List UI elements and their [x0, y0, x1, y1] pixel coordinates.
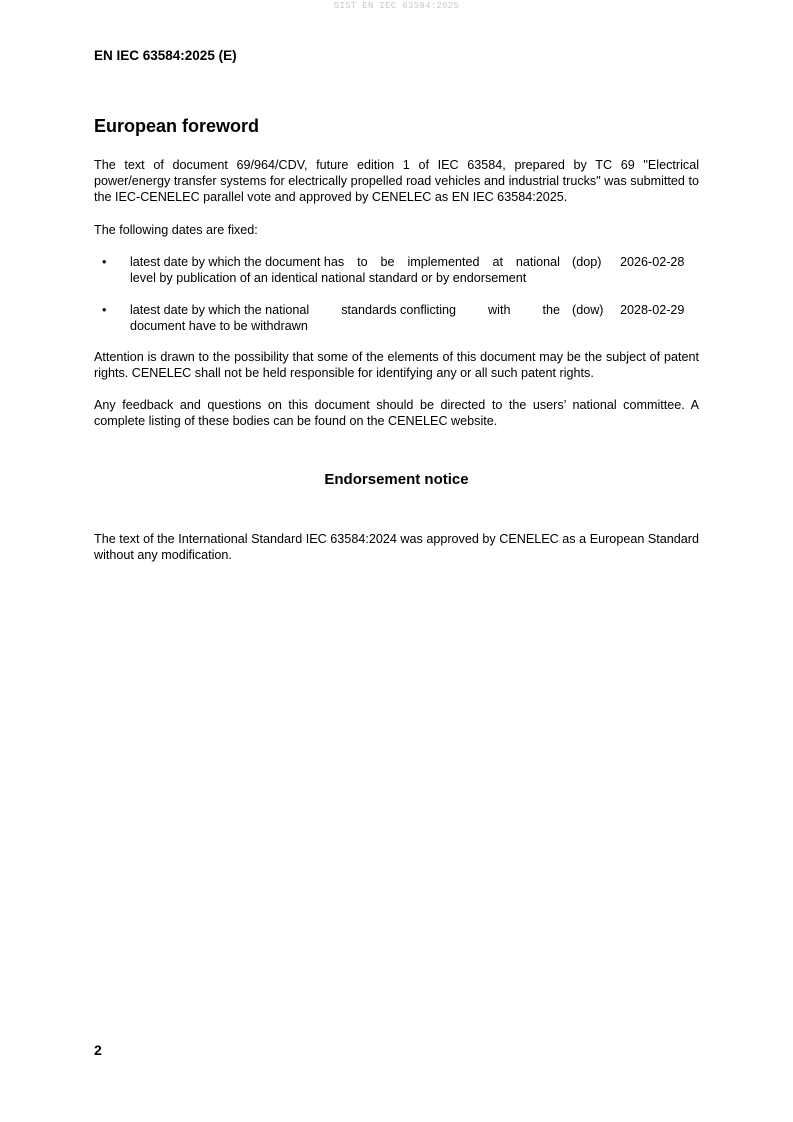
endorsement-title: Endorsement notice: [324, 471, 469, 488]
foreword-intro-paragraph: The text of document 69/964/CDV, future edition 1 of IEC 63584, prepared by TC 69 "Electrical power/energy transfer systems for electrically propelled road vehicles and industrial trucks" was submitted to the IEC-CENELEC parallel vote and approved by CENELEC as EN IEC 63584:2025.: [94, 158, 699, 204]
foreword-title: European foreword: [94, 116, 260, 136]
date-description-line1: [130, 302, 560, 318]
desc-word: implemented: [407, 255, 480, 269]
date-value: 2028-02-29: [620, 303, 685, 317]
bullet: •: [102, 255, 107, 269]
feedback-paragraph: Any feedback and questions on this document should be directed to the users’ national committee. A complete listing of these bodies can be found on the CENELEC website.: [94, 398, 699, 428]
desc-word: at: [492, 255, 503, 269]
date-description-line1: [130, 254, 560, 270]
desc-word: to: [357, 255, 368, 269]
desc-word: national: [515, 255, 560, 269]
date-description-line2: document have to be withdrawn: [130, 319, 308, 333]
date-description: [130, 302, 560, 334]
desc-word: latest date by which the national: [130, 303, 310, 317]
date-code: (dow): [572, 303, 604, 317]
endorsement-paragraph: The text of the International Standard IEC 63584:2024 was approved by CENELEC as a European Standard without any modification.: [94, 532, 699, 562]
desc-word: latest date by which the document has: [130, 255, 345, 269]
document-header: EN IEC 63584:2025 (E): [94, 48, 237, 63]
desc-word: the: [542, 303, 560, 317]
desc-word: be: [380, 255, 395, 269]
patent-paragraph: Attention is drawn to the possibility that some of the elements of this document may be the subject of patent rights. CENELEC shall not be held responsible for identifying any or all such patent rights.: [94, 350, 699, 380]
date-code: (dop): [572, 255, 602, 269]
date-description-line2: level by publication of an identical national standard or by endorsement: [130, 271, 527, 285]
page-number: 2: [94, 1042, 102, 1058]
date-description: [130, 254, 560, 286]
bullet: •: [102, 303, 107, 317]
date-value: 2026-02-28: [620, 255, 685, 269]
watermark: SIST EN IEC 63584:2025: [333, 1, 460, 11]
desc-word: standards conflicting: [341, 303, 457, 317]
dates-intro-paragraph: The following dates are fixed:: [94, 223, 258, 237]
desc-word: with: [488, 303, 511, 317]
